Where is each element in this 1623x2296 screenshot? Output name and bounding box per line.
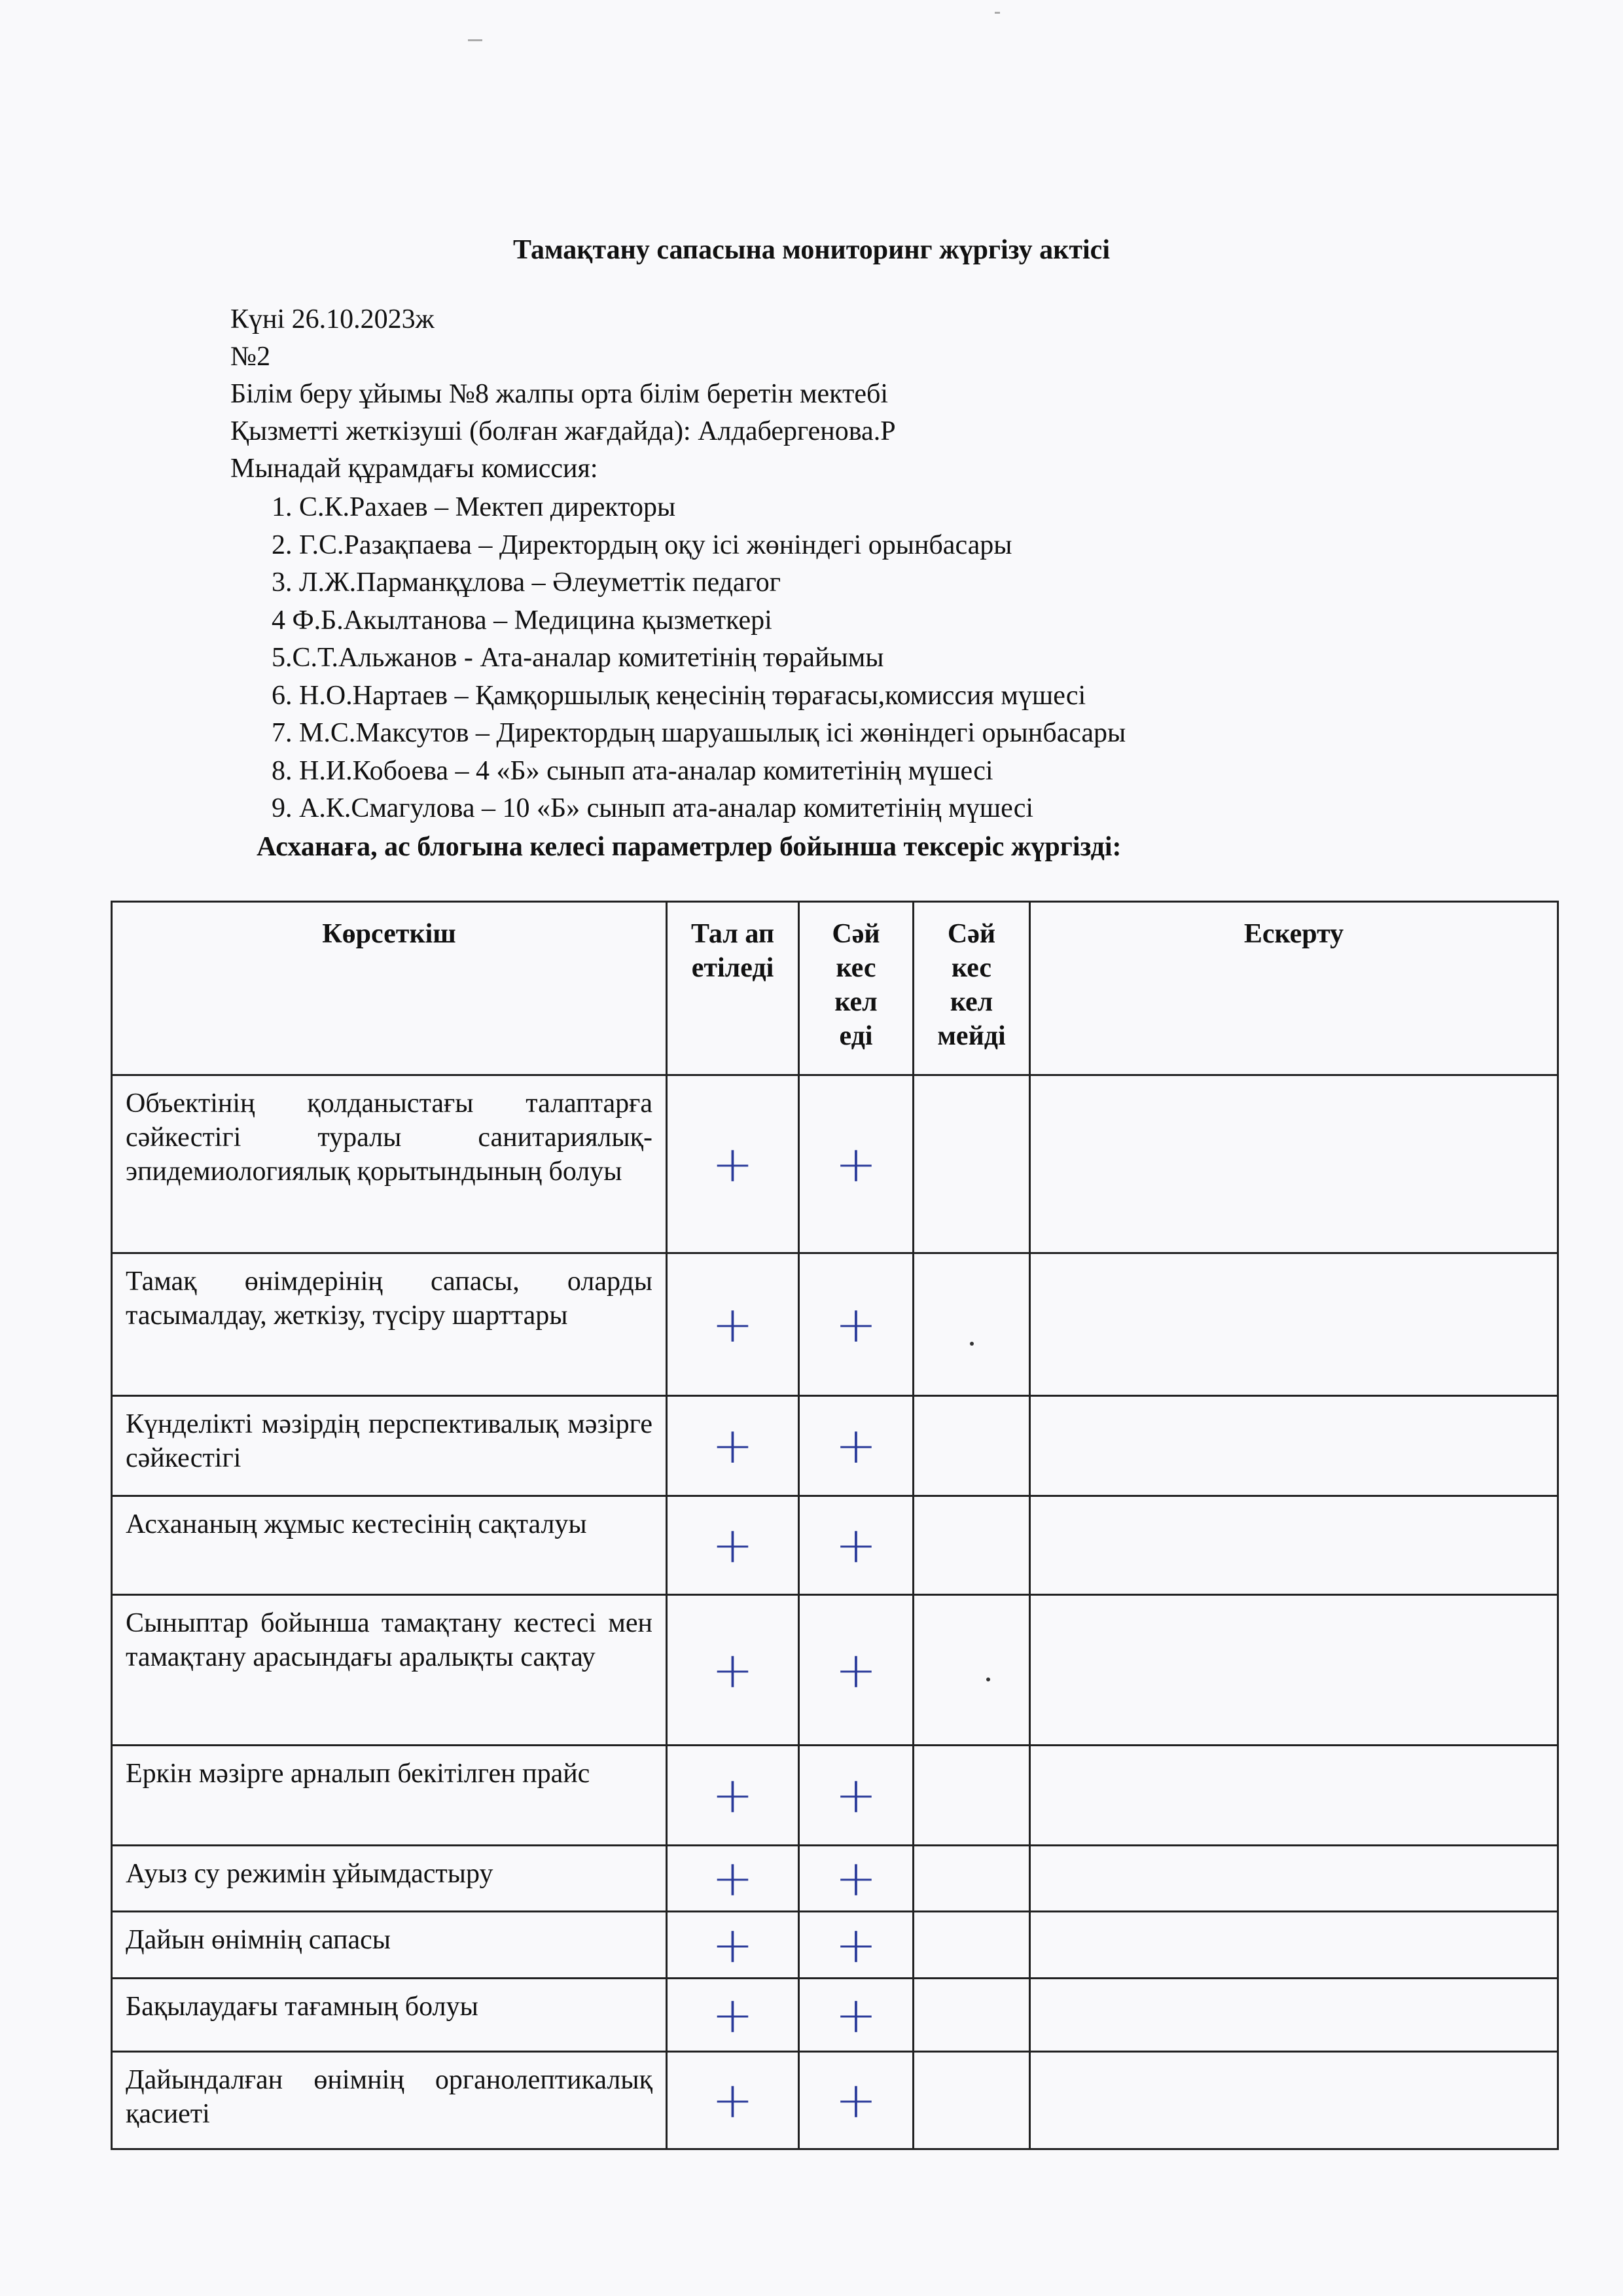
indicator-cell: Дайындалған өнімнің органолептикалық қасиеті [112, 2052, 667, 2149]
required-cell [667, 1253, 799, 1396]
header-required: Тал ап етіледі [667, 902, 799, 1075]
plus-mark-icon: + [835, 1516, 877, 1574]
plus-mark-icon: + [711, 1134, 754, 1193]
indicator-cell: Ауыз су режимін ұйымдастыру [112, 1846, 667, 1912]
plus-mark-icon: + [835, 1134, 877, 1193]
required-cell [667, 1595, 799, 1746]
required-cell [667, 1746, 799, 1846]
header-note: Ескерту [1030, 902, 1558, 1075]
service-provider: Қызметті жеткізуші (болған жағдайда): Алдабергенова.Р [230, 416, 896, 446]
commission-member: 5.С.Т.Альжанов - Ата-аналар комитетінің төрайымы [272, 643, 884, 673]
commission-member: 2. Г.С.Разақпаева – Директордың оқу ісі жөніндегі орынбасары [272, 529, 1012, 560]
table-row [112, 1253, 1558, 1396]
table-row [112, 1396, 1558, 1496]
noncompliant-cell [914, 1746, 1030, 1846]
commission-intro: Мынадай құрамдағы комиссия: [230, 454, 598, 484]
note-cell [1030, 1595, 1558, 1746]
table-row [112, 1496, 1558, 1595]
noncompliant-cell [914, 1979, 1030, 2052]
plus-mark-icon: + [835, 1766, 877, 1824]
plus-mark-icon: + [835, 1915, 877, 1974]
commission-member: 3. Л.Ж.Парманқұлова – Әлеуметтік педагог [272, 567, 781, 598]
plus-mark-icon: + [711, 1766, 754, 1824]
scan-speck [468, 39, 482, 41]
table-row [112, 1979, 1558, 2052]
note-cell [1030, 2052, 1558, 2149]
pen-dot [986, 1677, 990, 1681]
compliant-cell [799, 1979, 914, 2052]
plus-mark-icon: + [835, 2071, 877, 2129]
compliant-cell [799, 1746, 914, 1846]
compliant-cell [799, 1496, 914, 1595]
plus-mark-icon: + [711, 1640, 754, 1699]
required-cell [667, 1979, 799, 2052]
note-cell [1030, 1846, 1558, 1912]
indicator-cell: Бақылаудағы тағамның болуы [112, 1979, 667, 2052]
noncompliant-cell [914, 1396, 1030, 1496]
noncompliant-cell [914, 1253, 1030, 1396]
act-date: Күні 26.10.2023ж [230, 304, 435, 334]
noncompliant-cell [914, 1912, 1030, 1979]
header-noncompliant: Сәй кес кел мейді [914, 902, 1030, 1075]
compliant-cell [799, 1253, 914, 1396]
required-cell [667, 1846, 799, 1912]
pen-dot [970, 1342, 974, 1346]
table-row [112, 1746, 1558, 1846]
indicator-cell: Сыныптар бойынша тамақтану кестесі мен тамақтану арасындағы аралықты сақтау [112, 1595, 667, 1746]
note-cell [1030, 1396, 1558, 1496]
plus-mark-icon: + [835, 1985, 877, 2044]
required-cell [667, 1075, 799, 1253]
inspection-table [111, 901, 1559, 2150]
compliant-cell [799, 1396, 914, 1496]
commission-member: 9. А.К.Смагулова – 10 «Б» сынып ата-аналар комитетінің мүшесі [272, 793, 1034, 823]
table-header-row [112, 902, 1558, 1075]
compliant-cell [799, 2052, 914, 2149]
noncompliant-cell [914, 2052, 1030, 2149]
note-cell [1030, 1912, 1558, 1979]
noncompliant-cell [914, 1846, 1030, 1912]
commission-member: 4 Ф.Б.Акылтанова – Медицина қызметкері [272, 605, 772, 636]
required-cell [667, 1396, 799, 1496]
commission-member: 1. С.К.Рахаев – Мектеп директоры [272, 492, 676, 522]
plus-mark-icon: + [835, 1295, 877, 1354]
noncompliant-cell [914, 1496, 1030, 1595]
act-info [230, 301, 896, 488]
header-compliant: Сәй кес кел еді [799, 902, 914, 1075]
note-cell [1030, 1253, 1558, 1396]
indicator-cell: Еркін мәзірге арналып бекітілген прайс [112, 1746, 667, 1846]
plus-mark-icon: + [835, 1849, 877, 1907]
note-cell [1030, 1496, 1558, 1595]
plus-mark-icon: + [711, 1295, 754, 1354]
required-cell [667, 1912, 799, 1979]
table-row [112, 1912, 1558, 1979]
commission-members-list [272, 489, 1126, 828]
indicator-cell: Тамақ өнімдерінің сапасы, оларды тасымалдау, жеткізу, түсіру шарттары [112, 1253, 667, 1396]
commission-member: 6. Н.О.Нартаев – Қамқоршылық кеңесінің төрағасы,комиссия мүшесі [272, 680, 1086, 711]
plus-mark-icon: + [835, 1416, 877, 1475]
note-cell [1030, 1746, 1558, 1846]
plus-mark-icon: + [711, 1915, 754, 1974]
plus-mark-icon: + [711, 1516, 754, 1574]
plus-mark-icon: + [711, 1849, 754, 1907]
scan-speck [995, 12, 1000, 14]
plus-mark-icon: + [711, 1416, 754, 1475]
compliant-cell [799, 1075, 914, 1253]
table-row [112, 1846, 1558, 1912]
noncompliant-cell [914, 1595, 1030, 1746]
header-indicator: Көрсеткіш [112, 902, 667, 1075]
required-cell [667, 2052, 799, 2149]
compliant-cell [799, 1912, 914, 1979]
commission-member: 7. М.С.Максутов – Директордың шаруашылық ісі жөніндегі орынбасары [272, 718, 1126, 748]
table-row [112, 1595, 1558, 1746]
indicator-cell: Дайын өнімнің сапасы [112, 1912, 667, 1979]
plus-mark-icon: + [835, 1640, 877, 1699]
note-cell [1030, 1979, 1558, 2052]
inspection-heading: Асханаға, ас блогына келесі параметрлер бойынша тексеріс жүргізді: [257, 832, 1122, 862]
indicator-cell: Объектінің қолданыстағы талаптарға сәйкестігі туралы санитариялық-эпидемиологиялық қорытындының болуы [112, 1075, 667, 1253]
indicator-cell: Күнделікті мәзірдің перспективалық мәзірге сәйкестігі [112, 1396, 667, 1496]
compliant-cell [799, 1846, 914, 1912]
noncompliant-cell [914, 1075, 1030, 1253]
commission-member: 8. Н.И.Кобоева – 4 «Б» сынып ата-аналар комитетінің мүшесі [272, 755, 993, 786]
indicator-cell: Асхананың жұмыс кестесінің сақталуы [112, 1496, 667, 1595]
table-row [112, 1075, 1558, 1253]
note-cell [1030, 1075, 1558, 1253]
table-row [112, 2052, 1558, 2149]
organization: Білім беру ұйымы №8 жалпы орта білім беретін мектебі [230, 379, 889, 409]
act-number: №2 [230, 342, 271, 372]
plus-mark-icon: + [711, 2071, 754, 2129]
compliant-cell [799, 1595, 914, 1746]
required-cell [667, 1496, 799, 1595]
plus-mark-icon: + [711, 1985, 754, 2044]
document-title: Тамақтану сапасына мониторинг жүргізу актісі [513, 235, 1110, 265]
